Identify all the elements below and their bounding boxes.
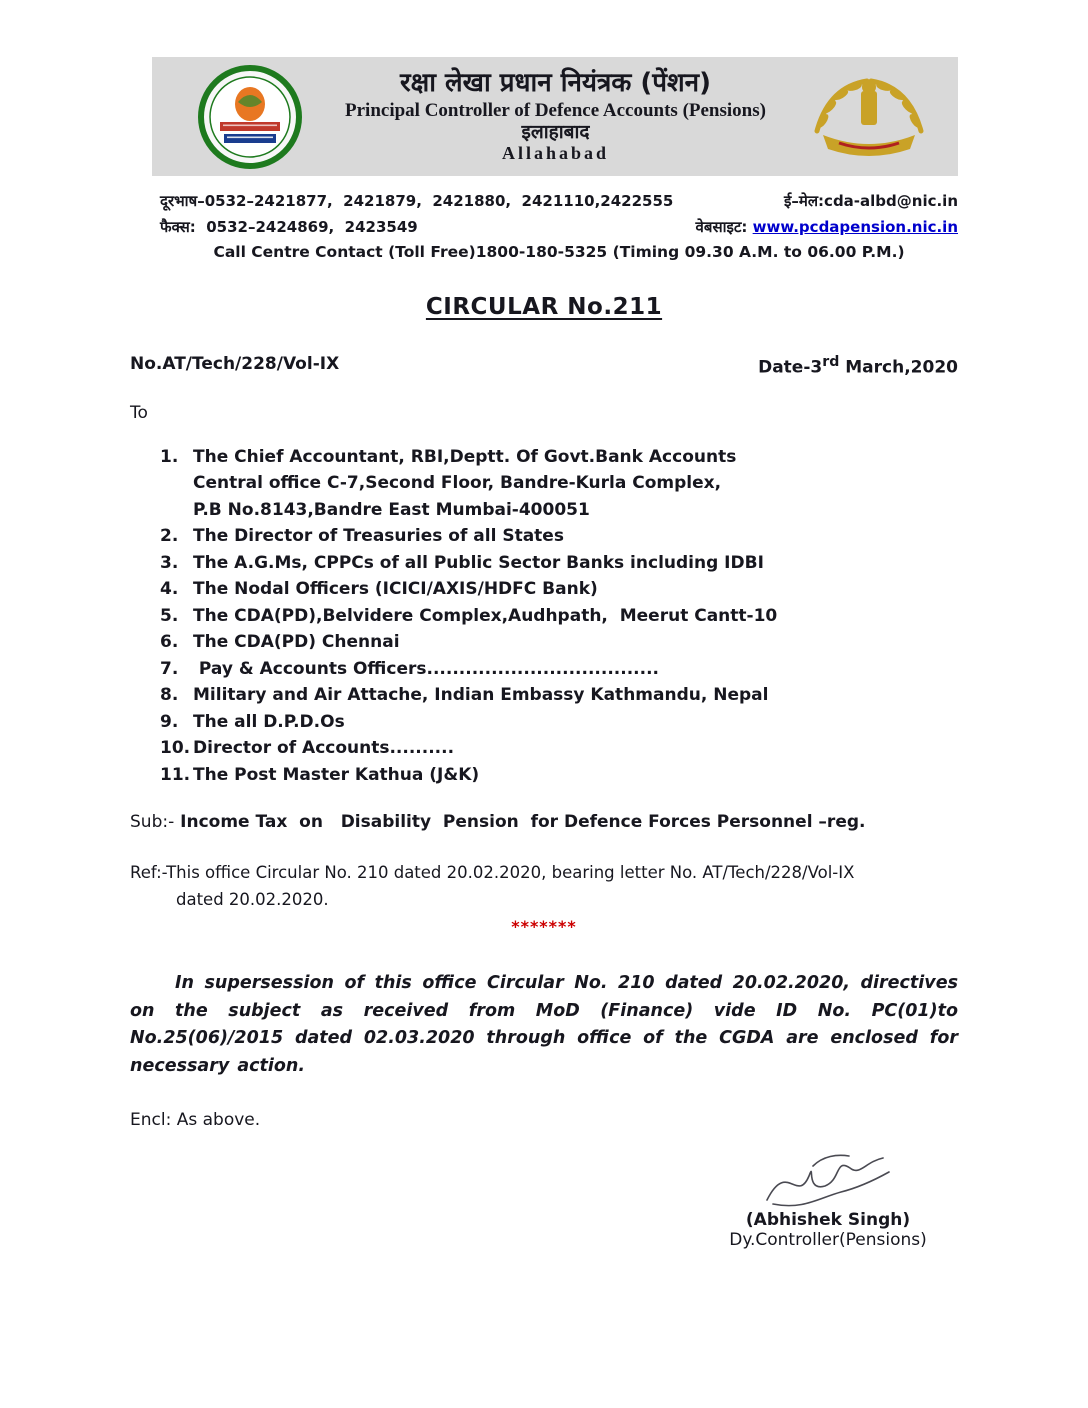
recipient-text: Director of Accounts.......... [193, 738, 455, 759]
recipient-item [160, 682, 968, 709]
recipient-number: 4. [160, 579, 179, 600]
recipient-number: 3. [160, 552, 179, 573]
call-centre-line: Call Centre Contact (Toll Free)1800-180-5325 (Timing 09.30 A.M. to 06.00 P.M.) [213, 243, 905, 261]
recipients-list [160, 444, 968, 789]
recipient-item [160, 629, 968, 656]
recipient-text: Pay & Accounts Officers.................................... [193, 658, 659, 679]
pcda-gold-crest [794, 69, 944, 165]
recipient-text: The Post Master Kathua (J&K) [193, 764, 480, 785]
recipient-number: 1. [160, 446, 179, 467]
org-name-hindi: रक्षा लेखा प्रधान नियंत्रक (पेंशन) [399, 67, 711, 98]
recipient-number: 2. [160, 526, 179, 547]
recipient-number: 6. [160, 632, 179, 653]
star-separator: ******* [511, 917, 577, 937]
signatory-name: (Abhishek Singh) [745, 1210, 911, 1231]
recipient-text: The Nodal Officers (ICICI/AXIS/HDFC Bank) [193, 579, 598, 600]
city-name-english: Allahabad [501, 143, 610, 164]
letterhead-titles [317, 69, 794, 164]
recipient-number: 8. [160, 685, 179, 706]
recipient-text: The Director of Treasuries of all States [193, 526, 564, 547]
recipient-item [160, 735, 968, 762]
body-paragraph: In supersession of this office Circular No. 210 dated 20.02.2020, directives on the subject as received from MoD (Finance) vide ID No. PC(01)to No.25(06)/2015 dated 02.03.2020 through office of the CGDA are enclosed for necessary action. [130, 973, 958, 1076]
contact-block [160, 188, 958, 261]
circular-title: CIRCULAR No.211 [425, 294, 663, 320]
recipient-number: 7. [160, 658, 179, 679]
email-line [784, 188, 958, 214]
date-ordinal-sup: rd [822, 354, 840, 370]
email-label: ई–मेल: [784, 192, 825, 210]
recipient-text: The CDA(PD) Chennai [193, 632, 400, 653]
file-number: No.AT/Tech/228/Vol-IX [130, 354, 340, 374]
recipient-text: The CDA(PD),Belvidere Complex,Audhpath, Meerut Cantt-10 [193, 605, 778, 626]
pcda-round-logo-icon [194, 64, 306, 170]
reference-block [130, 859, 958, 913]
recipient-item [160, 603, 968, 630]
recipient-item [160, 444, 968, 524]
letterhead-band [152, 57, 958, 176]
city-name-hindi: इलाहाबाद [521, 120, 590, 143]
recipient-item [160, 762, 968, 789]
subject-text: Income Tax on Disability Pension for Defence Forces Personnel –reg. [174, 812, 866, 833]
signature-scribble-icon [753, 1148, 903, 1214]
org-name-english: Principal Controller of Defence Accounts (Pensions) [345, 99, 766, 121]
recipient-text: The A.G.Ms, CPPCs of all Public Sector Banks including IDBI [193, 552, 764, 573]
enclosure-line: Encl: As above. [130, 1110, 261, 1131]
signature-block [708, 1148, 948, 1250]
salutation: To [130, 402, 148, 423]
subject-label: Sub:- [130, 812, 175, 833]
phone-numbers: दूरभाष–0532–2421877, 2421879, 2421880, 2421110,2422555 [160, 192, 674, 210]
signatory-designation: Dy.Controller(Pensions) [729, 1230, 927, 1251]
recipient-number: 9. [160, 711, 179, 732]
email-address: cda-albd@nic.in [824, 192, 958, 210]
file-date-row [130, 354, 958, 378]
recipient-text: Military and Air Attache, Indian Embassy Kathmandu, Nepal [193, 685, 769, 706]
pcda-round-logo [182, 64, 317, 170]
circular-date: Date-3rd March,2020 [758, 354, 958, 378]
website-line [696, 214, 958, 240]
recipient-item [160, 656, 968, 683]
recipient-number: 11. [160, 764, 191, 785]
website-label: वेबसाइट: [695, 218, 753, 236]
recipient-item [160, 709, 968, 736]
fax-numbers: फैक्स: 0532–2424869, 2423549 [160, 218, 418, 236]
reference-line-2: dated 20.02.2020. [176, 890, 329, 910]
recipient-text: The all D.P.D.Os [193, 711, 345, 732]
recipient-number: 5. [160, 605, 179, 626]
contact-row-1 [160, 188, 958, 214]
recipient-item [160, 550, 968, 577]
recipient-number: 10. [160, 738, 191, 759]
contact-row-2 [160, 214, 958, 240]
website-link[interactable]: www.pcdapension.nic.in [752, 218, 958, 236]
recipient-item [160, 576, 968, 603]
reference-line-1: Ref:-This office Circular No. 210 dated 20.02.2020, bearing letter No. AT/Tech/228/Vol-IX [130, 863, 855, 883]
recipient-text: The Chief Accountant, RBI,Deptt. Of Govt.Bank Accounts Central office C-7,Second Floor, Bandre-Kurla Complex, P.B No.8143,Bandre East Mumbai-400051 [193, 446, 737, 520]
pcda-gold-crest-icon [799, 69, 939, 165]
subject-line [130, 812, 958, 832]
recipient-item [160, 523, 968, 550]
